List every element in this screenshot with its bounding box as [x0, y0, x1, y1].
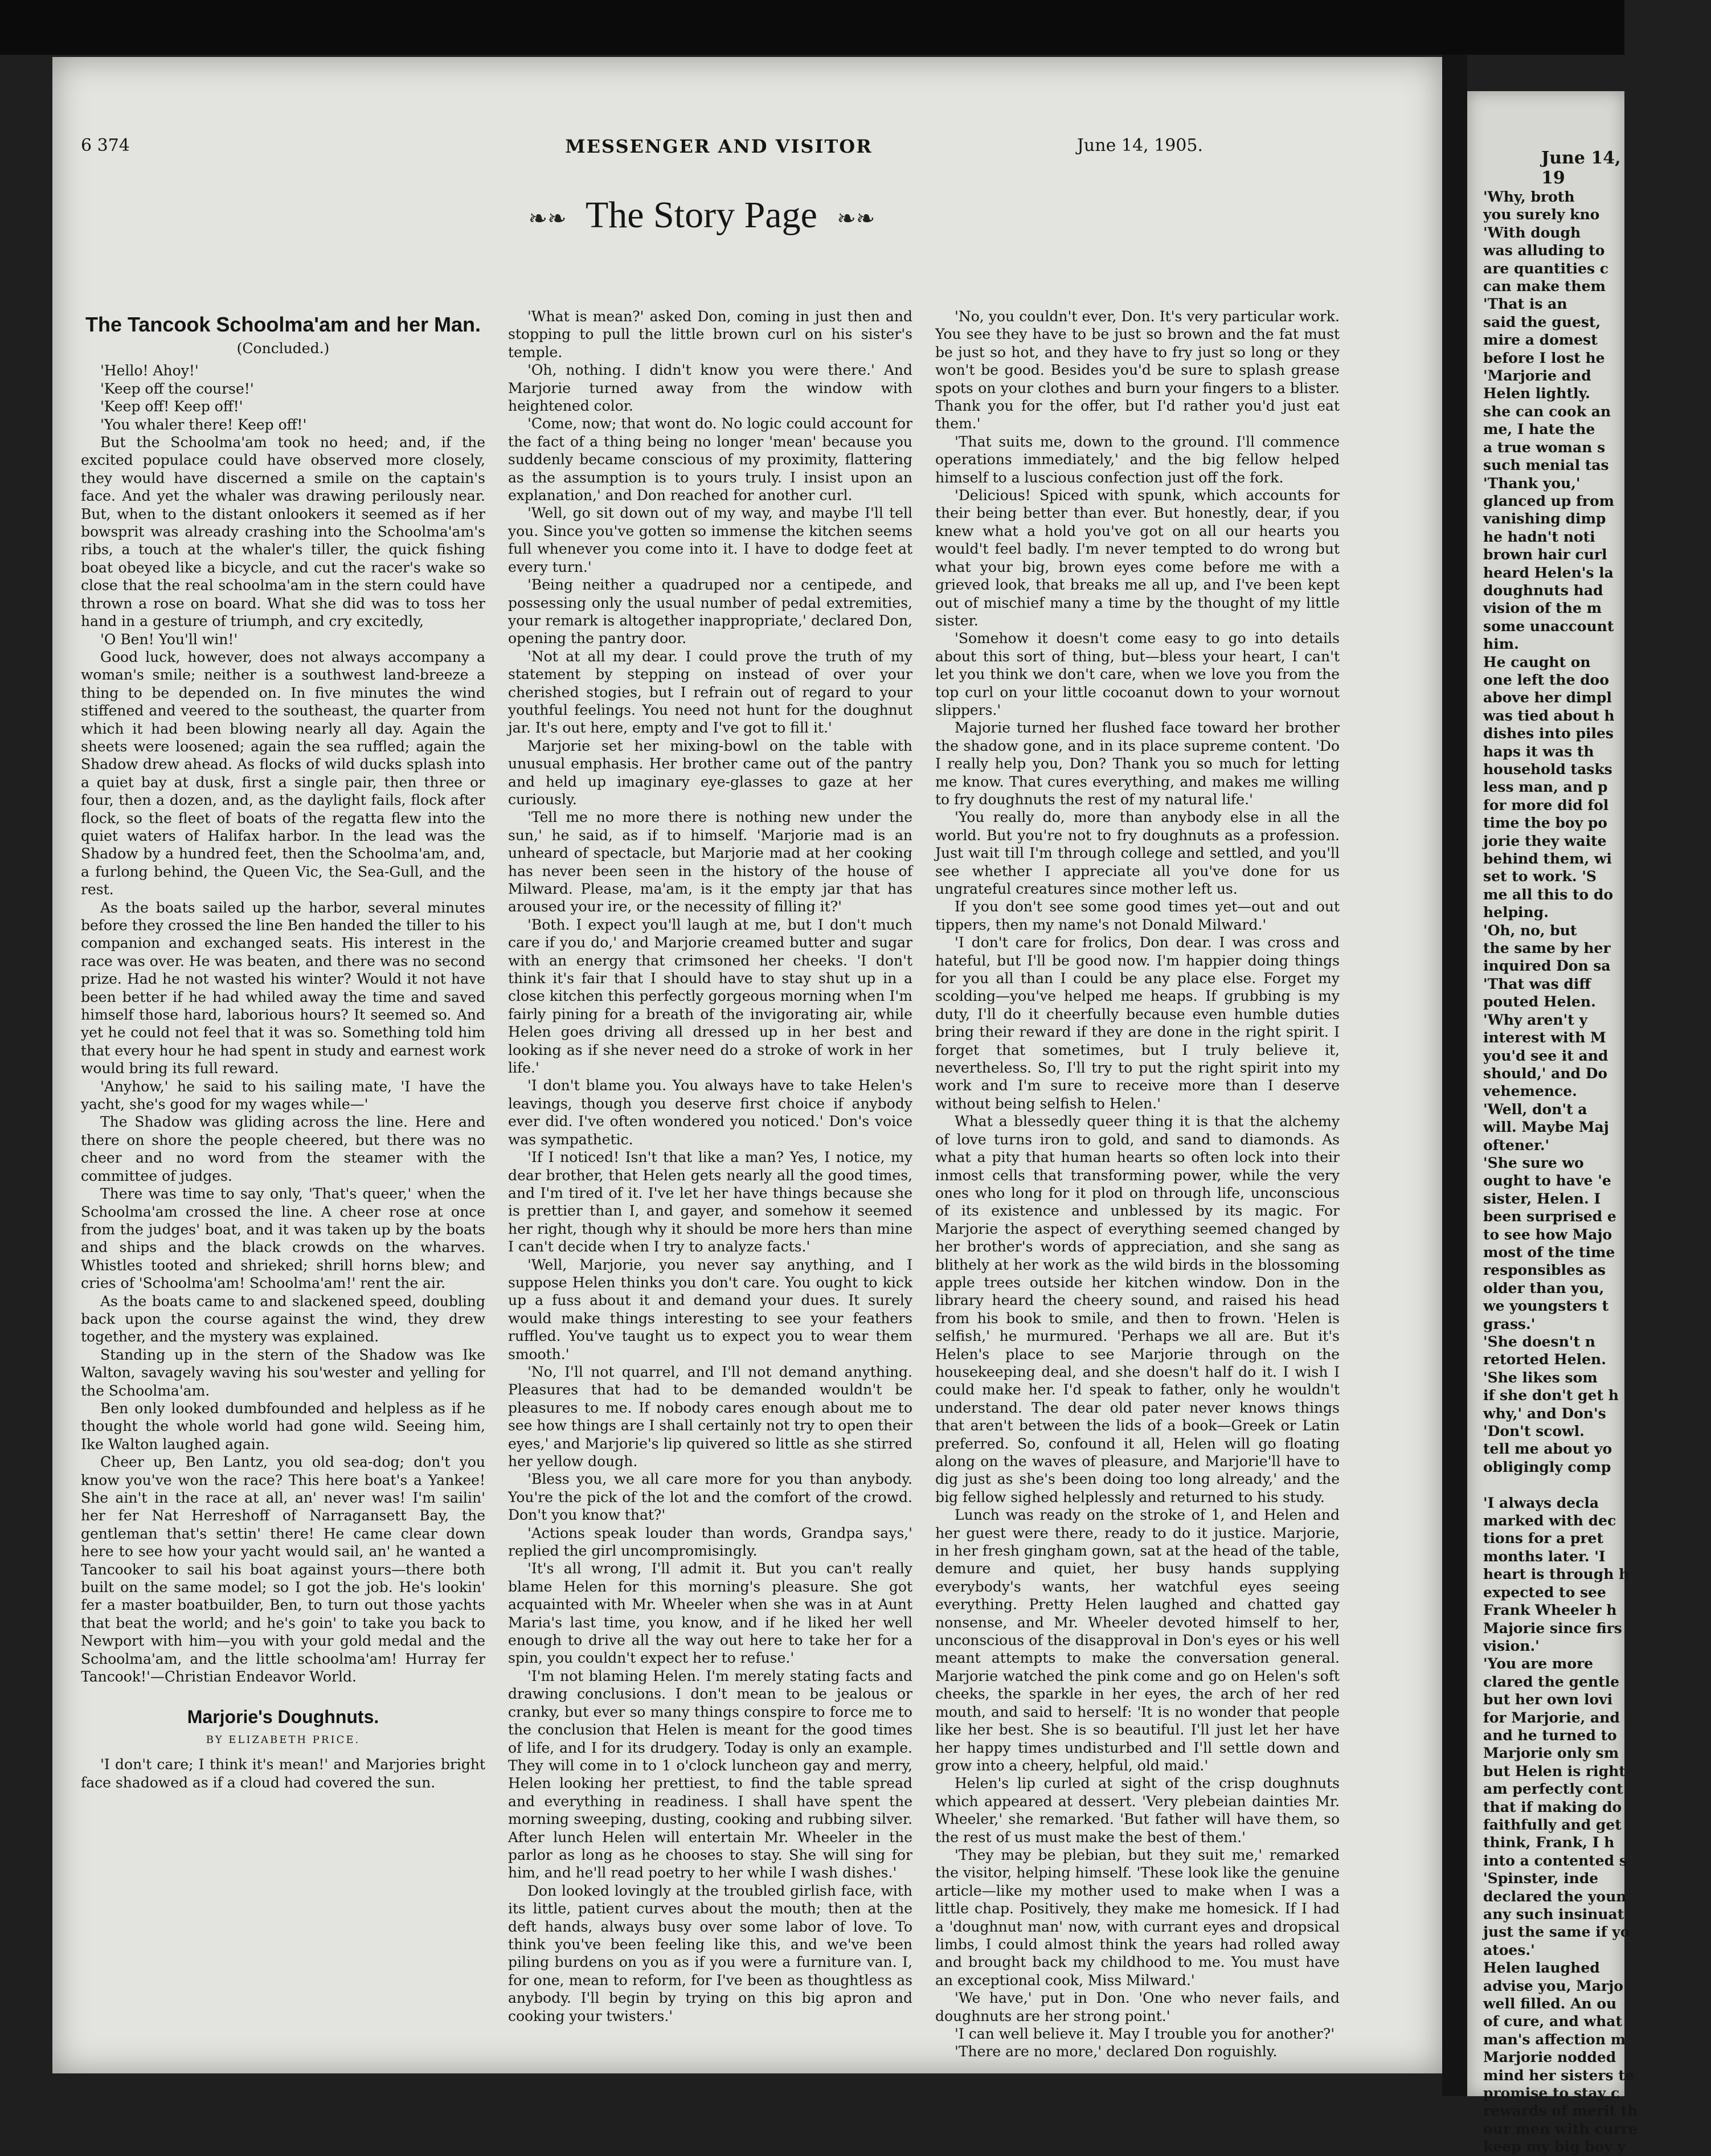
text-line: that if making do — [1483, 1798, 1622, 1815]
text-line: set to work. 'S — [1483, 868, 1597, 885]
text-line: to see how Majo — [1483, 1226, 1612, 1243]
paragraph: 'It's all wrong, I'll admit it. But you can't really blame Helen for this morning's pleasure. She got acquainted with Mr. Wheeler when she was in at Aunt Maria's last time, you know, and if he liked her well enough to drive all the way out here to take her for a spin, you couldn't expect her to refuse.' — [508, 1560, 912, 1667]
paragraph: 'I can well believe it. May I trouble you for another?' — [955, 2026, 1335, 2042]
text-line: clared the gentle — [1483, 1673, 1620, 1690]
paragraph: 'Keep off the course!' — [100, 380, 254, 397]
text-line: doughnuts had — [1483, 582, 1603, 599]
page-header — [52, 136, 1442, 170]
text-line: behind them, wi — [1483, 850, 1612, 868]
text-line: and he turned to — [1483, 1727, 1617, 1744]
text-line: me all this to do — [1483, 886, 1614, 903]
paragraph: Majorie turned her flushed face toward her brother the shadow gone, and in its place supreme content. 'Do I really help you, Don? Thank you so much for letting me know. That cures everything, and makes me willing to fry doughnuts the rest of my natural life.' — [935, 719, 1340, 808]
text-line: he hadn't noti — [1483, 528, 1595, 545]
text-line: said the guest, — [1483, 313, 1601, 330]
text-line: obligingly comp — [1483, 1458, 1611, 1475]
text-line: some unaccount — [1483, 617, 1614, 635]
text-line: 'With dough — [1483, 224, 1581, 241]
text-line: but her own lovi — [1483, 1691, 1613, 1708]
text-line: Helen laughed — [1483, 1959, 1600, 1977]
issue-date: June 14, 1905. — [1076, 136, 1203, 156]
leaf-ornament-icon: ❧❧ — [528, 206, 567, 232]
text-line: but Helen is right — [1483, 1762, 1626, 1779]
article-body — [81, 1756, 485, 1791]
paragraph: 'Not at all my dear. I could prove the truth of my statement by stepping on instead of over your cherished stogies, but I refrain out of regard to your youthful feelings. You need not hunt for the doughnut jar. It's out here, empty and I've got to fill it.' — [508, 648, 912, 737]
text-line: are quantities c — [1483, 260, 1609, 277]
paragraph: What a blessedly queer thing it is that the alchemy of love turns iron to gold, and sand to diamonds. As what a pity that human hearts so often lock into their inmost cells that transforming power, while the very ones who long for it plod on through life, unconscious of its existence and unblessed by its magic. For Marjorie the aspect of everything seemed changed by her brother's words of appreciation, and she sang as blithely at her work as the wild birds in the blossoming apple trees outside her kitchen window. Don in the library heard the cheery sound, and raised his head from his book to smile, and then to frown. 'Helen is selfish,' he murmured. 'Perhaps we all are. But it's Helen's place to see Marjorie through on the housekeeping deal, and she doesn't half do it. I wish I could make her. I'd speak to father, only he wouldn't understand. The dear old pater never knows things that aren't between the lids of a book—Greek or Latin preferred. So, confound it all, Helen will go floating along on the waves of pleasure, and Marjorie'll have to dig just as she's been doing too long already,' and the big fellow sighed helplessly and returned to his study. — [935, 1113, 1340, 1505]
text-line: above her dimpl — [1483, 689, 1612, 706]
column-1 — [81, 251, 485, 1791]
text-line: 'Why, broth — [1483, 189, 1575, 205]
paragraph: 'We have,' put in Don. 'One who never fails, and doughnuts are her strong point.' — [935, 1990, 1340, 2024]
paragraph: 'Come, now; that wont do. No logic could account for the fact of a thing being no longer 'mean' because you suddenly became conscious of my proximity, flattering as the assumption is to yours truly. I insist upon an explanation,' and Don reached for another curl. — [508, 415, 912, 504]
text-line: 'Why aren't y — [1483, 1011, 1588, 1028]
text-line: me, I hate the — [1483, 421, 1595, 438]
paragraph: But the Schoolma'am took no heed; and, if the excited populace could have observed more closely, they would have discerned a smile on the captain's face. And yet the whaler was drawing perilously near. But, when to the distant onlookers it seemed as if her bowsprit was already crashing into the Schoolma'am's ribs, a touch at the whaler's tiller, the quick fishing boat obeyed like a bicycle, and cut the racer's wake so close that the real schoolma'am in the stern could have thrown a rose on board. What she did was to toss her hand in a gesture of triumph, and cry excitedly, — [81, 434, 485, 630]
paragraph: 'Delicious! Spiced with spunk, which accounts for their being better than ever. But honestly, dear, if you knew what a hold you've got on all our hearts you would't feel badly. I'm never tempted to do wrong but what your big, brown eyes come before me with a grieved look, that breaks me all up, and I've been kept out of mischief many a time by the thought of my little sister. — [935, 487, 1340, 629]
paragraph: 'Actions speak louder than words, Grandpa says,' replied the girl uncompromisingly. — [508, 1524, 912, 1560]
text-line: man's affection m — [1483, 2031, 1626, 2048]
article-title: The Tancook Schoolma'am and her Man. — [85, 313, 481, 336]
paragraph: 'No, you couldn't ever, Don. It's very particular work. You see they have to be just so brown and the fat must be just so hot, and they have to fry just so long or they won't be good. Besides you'd be sure to splash grease spots on your clothes and burn your fingers to a blister. Thank you for the offer, but I'd rather you'd just eat them.' — [935, 308, 1340, 432]
text-line: months later. 'I — [1483, 1548, 1606, 1565]
paragraph: 'Hello! Ahoy!' — [100, 362, 199, 379]
paragraph: 'Well, Marjorie, you never say anything, and I suppose Helen thinks you don't care. You ought to kick up a fuss about it and demand your dues. It surely would make things interesting to see your feathers ruffled. You've taught us to expect you to wear them smooth.' — [508, 1256, 912, 1363]
text-line: haps it was th — [1483, 743, 1594, 760]
text-line: oftener.' — [1483, 1136, 1550, 1153]
text-line: think, Frank, I h — [1483, 1834, 1615, 1851]
text-line: dishes into piles — [1483, 725, 1614, 742]
text-line: 'Don't scowl. — [1483, 1423, 1585, 1440]
text-line: before I lost he — [1483, 349, 1605, 366]
text-line: 'You are more — [1483, 1655, 1594, 1672]
text-line: Helen lightly. — [1483, 385, 1590, 402]
paragraph: If you don't see some good times yet—out and out tippers, then my name's not Donald Milward.' — [935, 898, 1340, 933]
text-line: 'Well, don't a — [1483, 1100, 1587, 1118]
paragraph: 'I don't care; I think it's mean!' and Marjories bright face shadowed as if a cloud had covered the sun. — [81, 1756, 485, 1791]
text-line: vanishing dimp — [1483, 510, 1606, 527]
text-line: for Marjorie, and — [1483, 1709, 1620, 1726]
text-line: 'That was diff — [1483, 975, 1591, 992]
paragraph: Lunch was ready on the stroke of 1, and Helen and her guest were there, ready to do it justice. Marjorie, in her fresh gingham gown, sat at the head of the table, demure and quiet, her busy hands supplying everybody's wants, her watchful eyes seeing everything. Pretty Helen laughed and chatted gay nonsense, and Mr. Wheeler devoted himself to her, unconscious of the disapproval in Don's eyes or his well meant attempts to make the conversation general. Marjorie watched the pink come and go on Helen's soft cheeks, the sparkle in her eyes, the arch of her red mouth, and said to herself: 'It is no wonder that people like her best. She is so beautiful. I'll just let her have her happy times undisturbed and I'll settle down and grow into a cheery, helpful, old maid.' — [935, 1507, 1340, 1774]
adjacent-page-column — [1483, 188, 1711, 2156]
text-line: we youngsters t — [1483, 1298, 1609, 1315]
text-line: brown hair curl — [1483, 546, 1607, 563]
text-line: jorie they waite — [1483, 832, 1607, 849]
paragraph: Standing up in the stern of the Shadow was Ike Walton, savagely waving his sou'wester and yelling for the Schoolma'am. — [81, 1346, 485, 1399]
text-line: pouted Helen. — [1483, 993, 1596, 1011]
article-body — [81, 362, 485, 1685]
text-line: older than you, — [1483, 1279, 1604, 1296]
paragraph: 'Being neither a quadruped nor a centipede, and possessing only the usual number of pedal extremities, your remark is altogether inappropriate,' declared Don, opening the pantry door. — [508, 576, 912, 647]
text-line: 'That is an — [1483, 296, 1567, 313]
text-line: faithfully and get — [1483, 1816, 1622, 1833]
text-line: such menial tas — [1483, 457, 1609, 474]
paragraph: Marjorie set her mixing-bowl on the table with unusual emphasis. Her brother came out of the pantry and held up imaginary eye-glasses to gaze at her curiously. — [508, 737, 912, 808]
text-line: you'd see it and — [1483, 1047, 1608, 1064]
adjacent-page — [1467, 91, 1638, 2155]
text-line: been surprised e — [1483, 1208, 1616, 1225]
paragraph: 'There are no more,' declared Don roguishly. — [955, 2043, 1278, 2060]
page-number: 6 374 — [81, 136, 130, 156]
text-line: expected to see — [1483, 1584, 1606, 1601]
text-line: promise to stay c — [1483, 2085, 1620, 2102]
text-line: will. Maybe Maj — [1483, 1119, 1609, 1136]
text-line: He caught on — [1483, 653, 1591, 670]
paragraph: 'Bless you, we all care more for you than anybody. You're the pick of the lot and the comfort of the crowd. Don't you know that?' — [508, 1471, 912, 1524]
text-line: sister, Helen. I — [1483, 1190, 1601, 1207]
text-line: 'Thank you,' — [1483, 474, 1581, 492]
paragraph: Good luck, however, does not always accompany a woman's smile; neither is a southwest land-breeze a thing to be depended on. In five minutes the wind stiffened and veered to the southeast, the quarter from which it had been blowing nearly all day. Again the sheets were loosened; again the sea ruffled; again the Shadow drew ahead. As flocks of wild ducks splash into a quiet bay at dusk, first a single pair, then three or four, then a dozen, and, as the daylight fails, flock after flock, so the fleet of boats of the regatta flew into the quiet waters of Halifax harbor. In the lead was the Shadow by a hundred feet, then the Schoolma'am, and, a furlong behind, the Queen Vic, the Sea-Gull, and the rest. — [81, 648, 485, 898]
paragraph: Don looked lovingly at the troubled girlish face, with its little, patient curves about the mouth; then at the deft hands, always busy over some labor of love. To think you've been feeling like this, and we've been piling burdens on you as if you were a furniture van. I, for one, mean to reform, for I've been as thoughtless as anybody. I'll begin by trying on this big apron and cooking your twisters.' — [508, 1882, 912, 2024]
text-line: helping. — [1483, 904, 1549, 921]
paragraph: 'I don't blame you. You always have to take Helen's leavings, though you deserve first choice if anybody ever did. I've often wondered you noticed.' Don's voice was sympathetic. — [508, 1077, 912, 1148]
publication-title: MESSENGER AND VISITOR — [565, 136, 873, 157]
newspaper-page — [52, 57, 1442, 2073]
text-line: advise you, Marjo — [1483, 1977, 1623, 1994]
text-line: was tied about h — [1483, 707, 1615, 724]
text-line: Marjorie only sm — [1483, 1745, 1619, 1762]
paragraph: 'I'm not blaming Helen. I'm merely stating facts and drawing conclusions. I don't mean to be jealous or cranky, but ever so many things conspire to force me to the conclusion that Helen is meant for the good times of life, and I for its drudgery. Today is only an example. They will come in to 1 o'clock luncheon gay and merry, Helen looking her prettiest, to find the table spread and everything in readiness. I shall have spent the morning sweeping, dusting, cooking and rubbing silver. After lunch Helen will entertain Mr. Wheeler in the parlor as long as he chooses to stay. She will sing for him, and he'll read poetry to her while I wash dishes.' — [508, 1667, 912, 1881]
article-body — [935, 308, 1340, 2061]
text-line: time the boy po — [1483, 815, 1607, 832]
paragraph: 'Anyhow,' he said to his sailing mate, 'I have the yacht, she's good for my wages while—' — [81, 1078, 485, 1113]
text-line: vision.' — [1483, 1637, 1540, 1654]
paragraph: 'I don't care for frolics, Don dear. I was cross and hateful, but I'll be good now. I'm happier doing things for you all than I could be any place else. Forget my scolding—you've helped me heaps. If grubbing is my duty, I'll do it cheerfully because even humble duties bring their reward if they are done in the right spirit. I forget that sometimes, but I truly believe it, nevertheless. So, I'll try to put the right spirit into my work and I'm sure to receive more than I deserve without being selfish to Helen.' — [935, 934, 1340, 1112]
text-line: of cure, and what — [1483, 2013, 1623, 2030]
text-line: grass.' — [1483, 1315, 1536, 1332]
paragraph: As the boats came to and slackened speed, doubling back upon the course against the wind, they drew together, and the mystery was explained. — [81, 1292, 485, 1345]
text-line: 'I always decla — [1483, 1494, 1599, 1511]
paragraph: The Shadow was gliding across the line. Here and there on shore the people cheered, but there was no cheer and no word from the steamer with the committee of judges. — [81, 1114, 485, 1184]
section-heading — [417, 194, 987, 237]
text-line: why,' and Don's — [1483, 1405, 1606, 1422]
column-3 — [935, 308, 1340, 2061]
paragraph: 'Both. I expect you'll laugh at me, but I don't much care if you do,' and Marjorie creamed butter and sugar with an energy that crimsoned her cheeks. 'I don't think it's fair that I should have to stay shut up in a close kitchen this perfectly gorgeous morning when I'm fairly pining for a breath of the invigorating air, while Helen goes driving all dressed up in her best and looking as if she never need do a stroke of work in her life.' — [508, 916, 912, 1077]
text-line: well filled. An ou — [1483, 1995, 1617, 2012]
text-line: a true woman s — [1483, 439, 1606, 456]
text-line: interest with M — [1483, 1029, 1606, 1046]
paragraph: Helen's lip curled at sight of the crisp doughnuts which appeared at dessert. 'Very plebeian dainties Mr. Wheeler,' she remarked. 'But father will have them, so the rest of us must make the best of them.' — [935, 1775, 1340, 1846]
paragraph: 'Tell me no more there is nothing new under the sun,' he said, as if to himself. 'Marjorie mad is an unheard of spectacle, but Marjorie mad at her cooking has never been seen in the history of the house of Milward. Please, ma'am, is it the empty jar that has aroused your ire, or the necessity of filling it?' — [508, 809, 912, 915]
text-line — [1483, 1476, 1711, 1494]
text-line: just the same if yo — [1483, 1924, 1630, 1941]
text-line: ought to have 'e — [1483, 1172, 1611, 1189]
text-line: glanced up from — [1483, 492, 1615, 509]
section-title: The Story Page — [585, 194, 817, 236]
paragraph: 'What is mean?' asked Don, coming in just then and stopping to pull the little brown curl on his sister's temple. — [508, 308, 912, 361]
paragraph: 'You really do, more than anybody else in all the world. But you're not to fry doughnuts as a profession. Just wait till I'm through college and settled, and you'll see whether I appreciate all you've done for us ungrateful creatures since mother left us. — [935, 809, 1340, 897]
text-line: rewards of merit th — [1483, 2102, 1638, 2120]
text-line: into a contented s — [1483, 1852, 1627, 1869]
paragraph: 'They may be plebian, but they suit me,' remarked the visitor, helping himself. 'These look like the genuine article—like my mother used to make when I was a little chap. Positively, they make me homesick. If I had a 'doughnut man' now, with currant eyes and dropsical limbs, I could almost think the years had rolled away and brought back my childhood to me. You must have an exceptional cook, Miss Milward.' — [935, 1846, 1340, 1989]
text-line: vehemence. — [1483, 1083, 1577, 1100]
page-gutter — [1442, 55, 1467, 2096]
article-body — [508, 308, 912, 2025]
text-line: the same by her — [1483, 940, 1611, 957]
article-byline: BY ELIZABETH PRICE. — [206, 1733, 361, 1746]
text-line: tell me about yo — [1483, 1441, 1612, 1458]
text-line: 'She doesn't n — [1483, 1333, 1595, 1350]
text-line: Majorie since firs — [1483, 1619, 1622, 1637]
text-line: can make them — [1483, 278, 1606, 295]
paragraph: 'O Ben! You'll win!' — [100, 631, 238, 648]
paragraph: 'Somehow it doesn't come easy to go into details about this sort of thing, but—bless your heart, I can't let you think we don't care, when we love you from the top curl on your little cocoanut down to your wornout slippers.' — [935, 630, 1340, 718]
text-line: him. — [1483, 636, 1519, 653]
text-line: am perfectly cont — [1483, 1781, 1623, 1798]
text-line: any such insinuat — [1483, 1906, 1624, 1922]
text-line: Frank Wheeler h — [1483, 1602, 1617, 1619]
paragraph: Ben only looked dumbfounded and helpless as if he thought the whole world had gone wild. Seeing him, Ike Walton laughed again. — [81, 1400, 485, 1453]
text-line: most of the time — [1483, 1243, 1615, 1261]
scan-top-margin — [0, 0, 1624, 55]
text-line: should,' and Do — [1483, 1065, 1608, 1082]
paragraph: 'No, I'll not quarrel, and I'll not demand anything. Pleasures that had to be demanded wouldn't be pleasures to me. If nobody cares enough about me to see how things are I shall certainly not try to open their eyes,' and Marjorie's lip quivered so little as she stirred her yellow dough. — [508, 1363, 912, 1470]
paragraph: 'Well, go sit down out of my way, and maybe I'll tell you. Since you've gotten so immense the kitchen seems full whenever you come into it. I have to dodge feet at every turn.' — [508, 505, 912, 575]
text-line: vision of the m — [1483, 600, 1602, 617]
text-line: 'She likes som — [1483, 1369, 1598, 1386]
adjacent-page-date: June 14, 19 — [1541, 148, 1621, 188]
text-line: keep my big boy y — [1483, 2138, 1626, 2155]
text-line: household tasks — [1483, 761, 1612, 778]
paragraph: 'If I noticed! Isn't that like a man? Yes, I notice, my dear brother, that Helen gets nearly all the good times, and I'm tired of it. I've let her have things because she is prettier than I, and gayer, and somehow it seemed her right, though why it should be more hers than mine I can't decide when I try to analyze facts.' — [508, 1149, 912, 1255]
text-line: 'Oh, no, but — [1483, 922, 1577, 939]
paragraph: There was time to say only, 'That's queer,' when the Schoolma'am crossed the line. A cheer rose at once from the judges' boat, and it was taken up by the boats and ships and the black crowds on the wharves. Whistles tooted and shrieked; shrill horns blew; and cries of 'Schoolma'am! Schoolma'am!' rent the air. — [81, 1185, 485, 1292]
text-line: 'Spinster, inde — [1483, 1870, 1599, 1887]
text-line: mind her sisters te — [1483, 2067, 1634, 2084]
text-line: you surely kno — [1483, 206, 1600, 223]
text-line: she can cook an — [1483, 403, 1611, 420]
paragraph: 'Oh, nothing. I didn't know you were there.' And Marjorie turned away from the window with heightened color. — [508, 362, 912, 415]
text-line: declared the youn — [1483, 1888, 1627, 1905]
text-line: Marjorie nodded — [1483, 2049, 1616, 2066]
text-line: heart is through h — [1483, 1566, 1630, 1583]
text-line: inquired Don sa — [1483, 958, 1611, 975]
text-line: 'Marjorie and — [1483, 367, 1591, 384]
paragraph: Cheer up, Ben Lantz, you old sea-dog; don't you know you've won the race? This here boat's a Yankee! She ain't in the race at all, an' never was! I'm sailin' her fer Nat Herreshoff of Narragansett Bay, the gentleman that's settin' there! He came clear down here to see how your yacht would sail, an' he wanted a Tancooker to sail his boat against yours—there both built on the same model; so I got the job. He's lookin' fer a master boatbuilder, Ben, to turn out those yachts that beat the world; and he's goin' to take you back to Newport with him—you with your gold medal and the Schoolma'am, and the little schoolma'am! Hurray fer Tancook!'—Christian Endeavor World. — [81, 1454, 485, 1685]
text-line: mire a domest — [1483, 332, 1598, 349]
text-line: less man, and p — [1483, 779, 1608, 796]
text-line: one left the doo — [1483, 671, 1610, 688]
text-line: marked with dec — [1483, 1512, 1616, 1529]
text-line: retorted Helen. — [1483, 1351, 1606, 1368]
paragraph: As the boats sailed up the harbor, several minutes before they crossed the line Ben handed the tiller to his companion and exchanged seats. His interest in the race was over. He was beaten, and there was no second prize. Had he not wasted his winter? Would it not have been better if he had whiled away the time and saved himself those hard, laborious hours? It seemed so. And yet he could not feel that it was so. Something told him that every hour he had spent in study and earnest work would bring its full reward. — [81, 899, 485, 1077]
paragraph: 'You whaler there! Keep off!' — [100, 416, 307, 433]
text-line: responsibles as — [1483, 1262, 1606, 1279]
text-line: heard Helen's la — [1483, 564, 1614, 581]
paragraph: 'That suits me, down to the ground. I'll commence operations immediately,' and the big fellow helped himself to a luscious confection just off the fork. — [935, 433, 1340, 486]
leaf-ornament-icon: ❧❧ — [837, 206, 875, 232]
text-line: atoes.' — [1483, 1941, 1535, 1958]
text-line: our men with curre — [1483, 2120, 1638, 2137]
text-line: tions for a pret — [1483, 1530, 1603, 1547]
text-line: was alluding to — [1483, 242, 1605, 259]
article-title: Marjorie's Doughnuts. — [187, 1707, 379, 1728]
column-2 — [508, 308, 912, 2025]
text-line: if she don't get h — [1483, 1387, 1619, 1404]
text-line: for more did fol — [1483, 796, 1609, 813]
text-line: 'She sure wo — [1483, 1154, 1584, 1171]
paragraph: 'Keep off! Keep off!' — [100, 398, 243, 415]
article-subtitle: (Concluded.) — [236, 340, 330, 357]
